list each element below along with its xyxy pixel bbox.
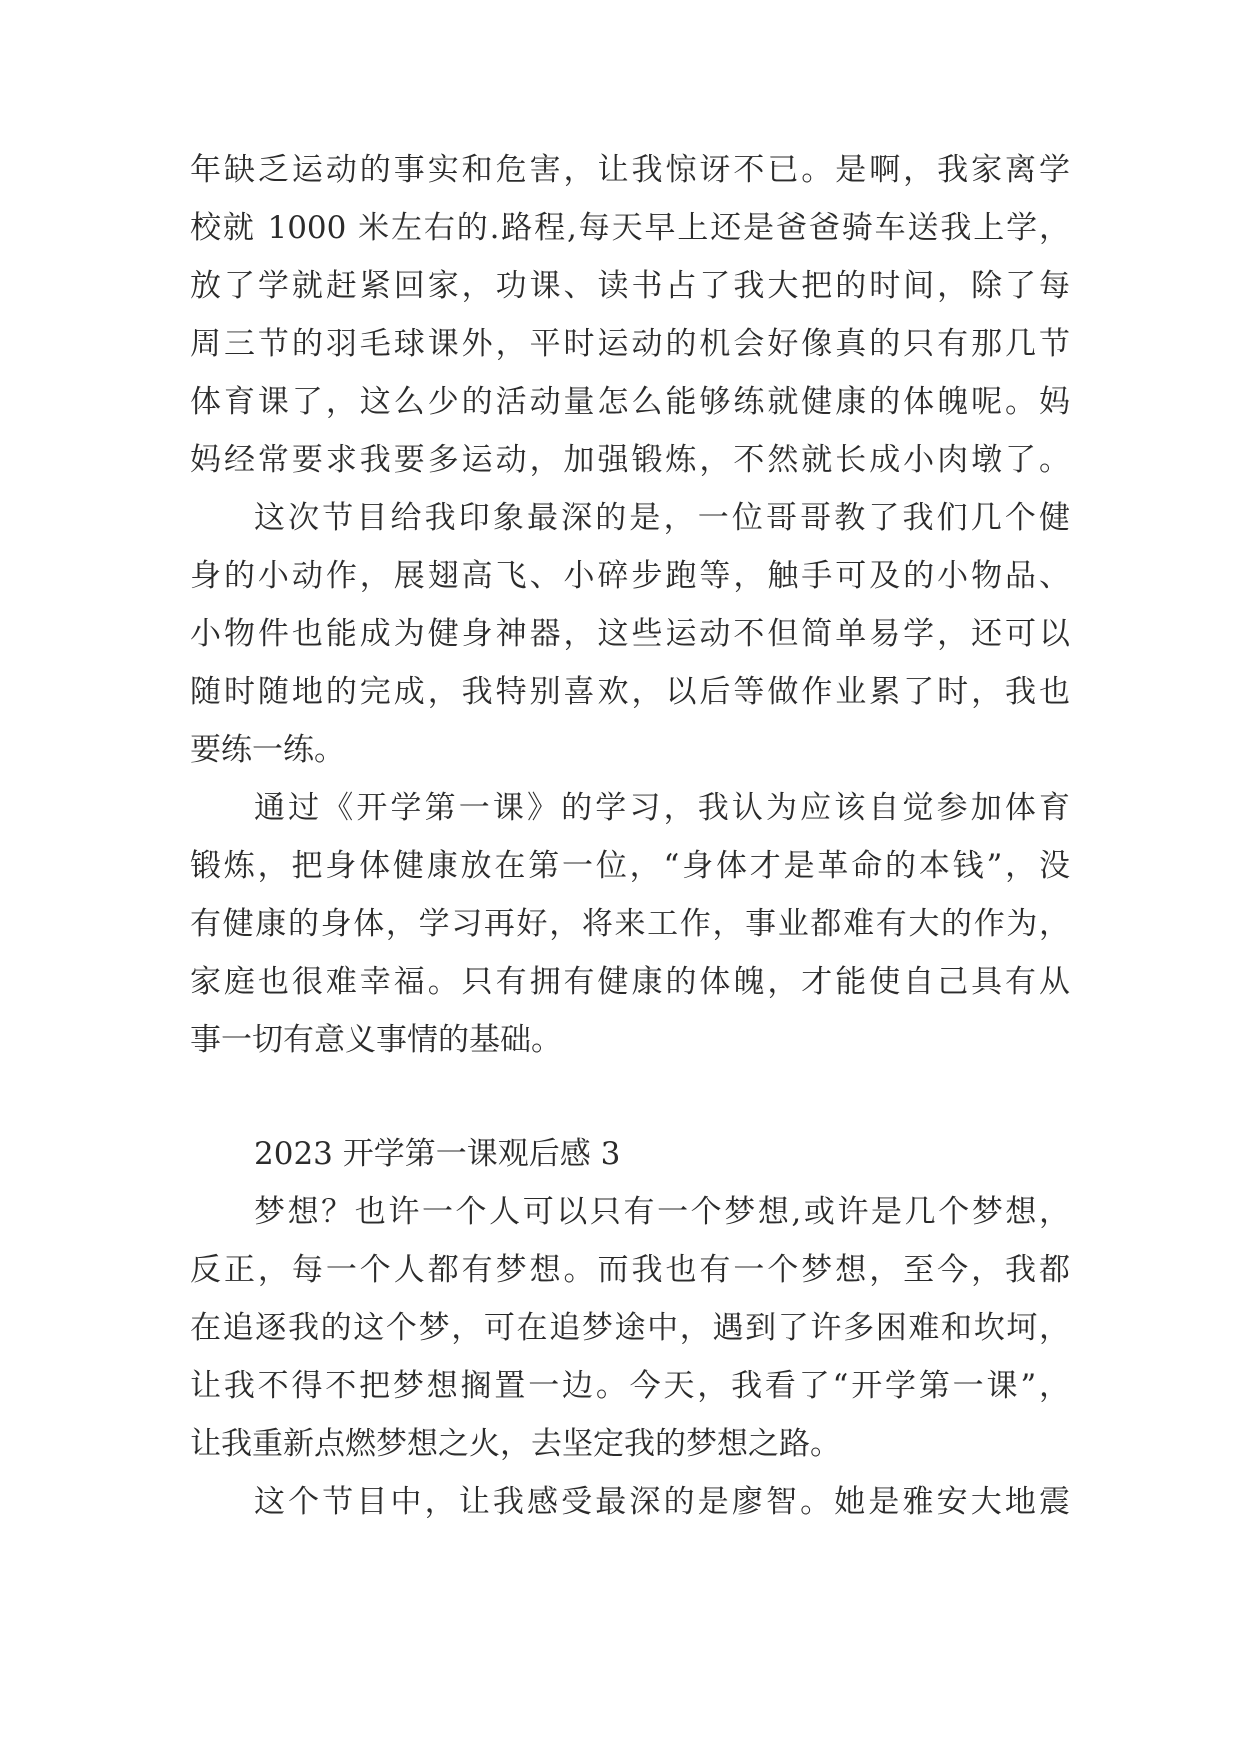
paragraph-start-line: 通过《开学第一课》的学习，我认为应该自觉参加体育 [254, 790, 1070, 826]
section-heading: 2023 开学第一课观后感 3 [254, 1136, 621, 1172]
text-line: 有健康的身体，学习再好，将来工作，事业都难有大的作为， [190, 906, 1070, 942]
text-line: 放了学就赶紧回家，功课、读书占了我大把的时间，除了每 [190, 268, 1070, 304]
paragraph-start-line: 这个节目中，让我感受最深的是廖智。她是雅安大地震 [254, 1484, 1070, 1520]
text-line: 随时随地的完成，我特别喜欢，以后等做作业累了时，我也 [190, 674, 1070, 710]
text-line: 小物件也能成为健身神器，这些运动不但简单易学，还可以 [190, 616, 1070, 652]
text-line: 要练一练。 [190, 732, 345, 768]
text-line: 家庭也很难幸福。只有拥有健康的体魄，才能使自己具有从 [190, 964, 1070, 1000]
text-line: 让我重新点燃梦想之火，去坚定我的梦想之路。 [190, 1426, 841, 1462]
text-line: 体育课了，这么少的活动量怎么能够练就健康的体魄呢。妈 [190, 384, 1070, 420]
text-line: 在追逐我的这个梦，可在追梦途中，遇到了许多困难和坎坷， [190, 1310, 1070, 1346]
text-line: 身的小动作，展翅高飞、小碎步跑等，触手可及的小物品、 [190, 558, 1070, 594]
paragraph-start-line: 这次节目给我印象最深的是，一位哥哥教了我们几个健 [254, 500, 1070, 536]
paragraph-start-line: 梦想？也许一个人可以只有一个梦想,或许是几个梦想， [254, 1194, 1070, 1230]
text-line: 让我不得不把梦想搁置一边。今天，我看了“开学第一课”， [190, 1368, 1070, 1404]
text-line: 周三节的羽毛球课外，平时运动的机会好像真的只有那几节 [190, 326, 1070, 362]
text-line: 校就 1000 米左右的.路程,每天早上还是爸爸骑车送我上学， [190, 210, 1070, 246]
text-line: 妈经常要求我要多运动，加强锻炼，不然就长成小肉墩了。 [190, 442, 1070, 478]
text-line: 事一切有意义事情的基础。 [190, 1022, 562, 1058]
text-line: 年缺乏运动的事实和危害，让我惊讶不已。是啊，我家离学 [190, 152, 1070, 188]
text-line: 锻炼，把身体健康放在第一位，“身体才是革命的本钱”，没 [190, 848, 1070, 884]
text-line: 反正，每一个人都有梦想。而我也有一个梦想，至今，我都 [190, 1252, 1070, 1288]
